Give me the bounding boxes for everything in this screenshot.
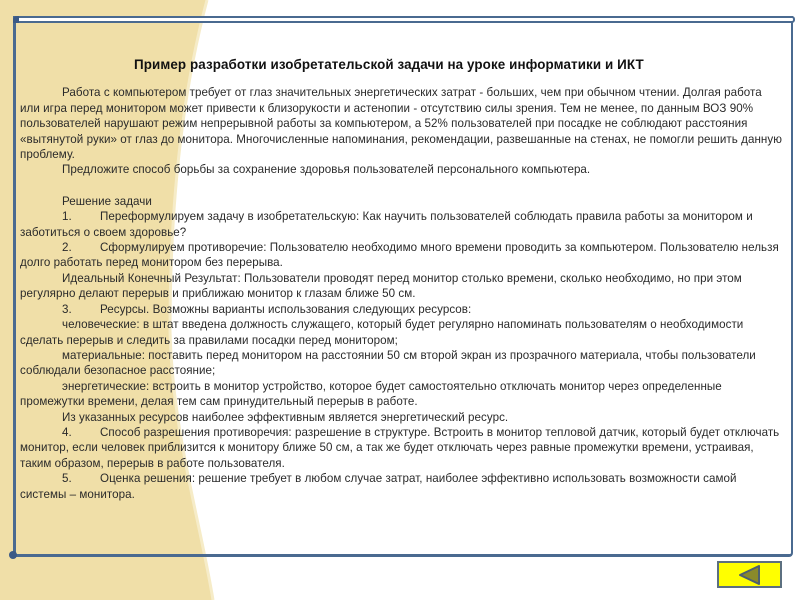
step-text: Способ разрешения противоречия: разрешение в структуре. Встроить в монитор тепловой датчик, который будет отключать монитор, если человек приблизится к монитору ближе 50 см, а так же будет отключать через равные промежутки времени, устраивая, таким образом, перерыв в работе пользователя. xyxy=(20,425,780,470)
step-number: 5. xyxy=(62,472,72,486)
step-text: Переформулируем задачу в изобретательскую: Как научить пользователей соблюдать правила работы за монитором и заботиться о своем здоровье? xyxy=(20,210,753,239)
frame-corner-top-left xyxy=(13,16,19,23)
step-3 xyxy=(20,302,782,317)
resource-human: человеческие: в штат введена должность служащего, который будет регулярно напоминать пользователям о необходимости сделать перерыв и следить за правилами посадки перед монитором; xyxy=(20,318,744,347)
frame-top-bar xyxy=(13,16,795,23)
resource-material: материальные: поставить перед монитором на расстоянии 50 см второй экран из прозрачного материала, чтобы пользователи соблюдали безопасное расстояние; xyxy=(20,348,756,378)
step-number: 4. xyxy=(62,425,72,439)
slide-content xyxy=(20,57,782,502)
resource-conclusion: Из указанных ресурсов наиболее эффективным является энергетический ресурс. xyxy=(62,410,509,424)
ideal-final-result: Идеальный Конечный Результат: Пользователи проводят перед монитор столько времени, сколько необходимо, но при этом регулярно делают перерыв и приближаю монитор к глазам ближе 50 см. xyxy=(20,271,742,301)
step-text: Сформулируем противоречие: Пользователю необходимо много времени проводить за компьютером. Пользователю нельзя долго работать перед монитором без перерыва. xyxy=(20,241,779,270)
spacer xyxy=(20,178,782,194)
back-button[interactable] xyxy=(717,561,782,588)
resource-energy: энергетические: встроить в монитор устройство, которое будет самостоятельно отключать монитор через определенные промежутки времени, делая тем сам принудительный перерыв в работе. xyxy=(20,379,722,409)
task-question: Предложите способ борьбы за сохранение здоровья пользователей персонального компьютера. xyxy=(62,163,591,177)
solution-heading: Решение задачи xyxy=(62,194,152,208)
step-2 xyxy=(20,240,782,271)
step-1 xyxy=(20,209,782,240)
intro-paragraph: Работа с компьютером требует от глаз значительных энергетических затрат - больших, чем при обычном чтении. Долгая работа или игра перед монитором может привести к близорукости и астенопии - отсутствию силы зрения. Тем не менее, по данным ВОЗ 90% пользователей нарушают режим непрерывной работы за компьютером, а 52% пользователей при посадке не соблюдают расстояния «вытянутой руки» от глаз до монитора. Многочисленные напоминания, рекомендации, развешанные на стенах, не помогли решить данную проблему. xyxy=(20,86,782,162)
step-5 xyxy=(20,471,782,502)
slide-title: Пример разработки изобретательской задачи на уроке информатики и ИКТ xyxy=(134,57,644,72)
step-number: 1. xyxy=(62,210,72,224)
step-text: Ресурсы. Возможны варианты использования следующих ресурсов: xyxy=(100,302,472,316)
step-number: 2. xyxy=(62,241,72,255)
step-4 xyxy=(20,425,782,471)
step-number: 3. xyxy=(62,302,72,316)
frame-corner-bottom-left xyxy=(9,551,17,559)
triangle-left-icon xyxy=(739,565,761,585)
step-text: Оценка решения: решение требует в любом случае затрат, наиболее эффективно использовать возможности самой системы – монитора. xyxy=(20,472,737,501)
